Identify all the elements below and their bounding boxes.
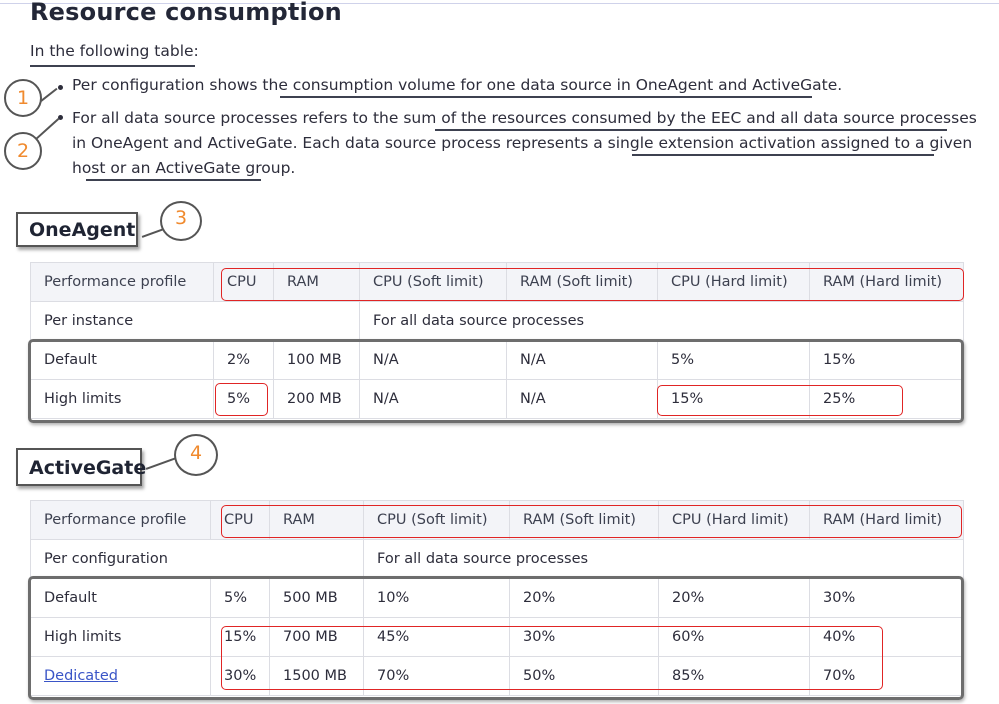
callout-4: 4: [174, 434, 218, 476]
table-cell: 30%: [211, 657, 270, 696]
table-cell: 100 MB: [274, 341, 360, 380]
table-cell: 500 MB: [270, 579, 364, 618]
table-cell: N/A: [507, 341, 658, 380]
table-cell: 5%: [658, 341, 810, 380]
column-header: CPU (Soft limit): [360, 263, 507, 302]
table-cell: 15%: [810, 341, 964, 380]
column-header: CPU: [214, 263, 274, 302]
subheader-cell: For all data source processes: [364, 540, 964, 579]
callout-connector: [41, 88, 58, 101]
column-header: RAM (Hard limit): [810, 263, 964, 302]
column-header: CPU (Hard limit): [658, 263, 810, 302]
table-cell: 45%: [364, 618, 510, 657]
annotation-red-box: [221, 505, 962, 538]
column-header: CPU (Soft limit): [364, 501, 510, 540]
callout-connector: [35, 118, 58, 139]
column-header: RAM: [274, 263, 360, 302]
table-cell: Default: [31, 579, 211, 618]
table-cell: N/A: [360, 380, 507, 419]
column-header: Performance profile: [31, 263, 214, 302]
annotation-underline: [435, 129, 947, 131]
table-subheader-row: [31, 302, 964, 341]
subheader-cell: Per configuration: [31, 540, 364, 579]
annotation-underline: [30, 65, 195, 67]
table-cell: 60%: [659, 618, 810, 657]
bullet-2-line-1: For all data source processes refers to the sum of the resources consumed by the EEC and all data source processes: [72, 109, 977, 127]
table-cell: 5%: [214, 380, 274, 419]
column-header: RAM: [270, 501, 364, 540]
table-cell: 85%: [659, 657, 810, 696]
oneagent-section-title: OneAgent: [16, 212, 138, 247]
intro-text: In the following table:: [30, 42, 199, 60]
annotation-underline: [632, 154, 934, 156]
table-cell: 15%: [211, 618, 270, 657]
column-header: Performance profile: [31, 501, 211, 540]
table-cell: 50%: [510, 657, 659, 696]
table-cell: 40%: [810, 618, 964, 657]
bullet-dot: [58, 85, 63, 90]
table-cell: 5%: [211, 579, 270, 618]
callout-connector: [142, 229, 163, 238]
activegate-section-title: ActiveGate: [16, 448, 142, 486]
annotation-underline: [86, 179, 261, 181]
table-cell: 15%: [658, 380, 810, 419]
table-cell: 70%: [810, 657, 964, 696]
table-cell: High limits: [31, 380, 214, 419]
column-header: RAM (Hard limit): [810, 501, 964, 540]
table-cell: 30%: [810, 579, 964, 618]
column-header: RAM (Soft limit): [510, 501, 659, 540]
table-cell: 30%: [510, 618, 659, 657]
table-cell: 700 MB: [270, 618, 364, 657]
table-cell: 20%: [659, 579, 810, 618]
dedicated-link[interactable]: Dedicated: [44, 668, 118, 684]
bullet-2-line-2: in OneAgent and ActiveGate. Each data source process represents a single extension activation assigned to a given: [72, 134, 973, 152]
subheader-cell: Per instance: [31, 302, 360, 341]
table-cell: Default: [31, 341, 214, 380]
annotation-red-box: [657, 385, 903, 416]
table-cell: N/A: [360, 341, 507, 380]
table-cell: 70%: [364, 657, 510, 696]
table-cell: N/A: [507, 380, 658, 419]
subheader-cell: For all data source processes: [360, 302, 964, 341]
callout-1: 1: [4, 79, 42, 117]
callout-2: 2: [4, 132, 42, 170]
callout-connector: [146, 457, 177, 469]
column-header: CPU (Hard limit): [659, 501, 810, 540]
table-cell: 25%: [810, 380, 964, 419]
bullet-2-line-3: host or an ActiveGate group.: [72, 159, 296, 177]
annotation-red-box: [221, 268, 964, 301]
annotation-red-box: [215, 383, 268, 416]
table-subheader-row: [31, 540, 964, 579]
column-header: RAM (Soft limit): [507, 263, 658, 302]
callout-3: 3: [160, 201, 202, 241]
bullet-1-text: Per configuration shows the consumption volume for one data source in OneAgent and ActiveGate.: [72, 76, 843, 94]
table-cell: 200 MB: [274, 380, 360, 419]
table-cell: 2%: [214, 341, 274, 380]
annotation-underline: [280, 96, 812, 98]
table-cell: 20%: [510, 579, 659, 618]
table-cell: 10%: [364, 579, 510, 618]
table-cell: High limits: [31, 618, 211, 657]
table-cell: 1500 MB: [270, 657, 364, 696]
column-header: CPU: [211, 501, 270, 540]
page-title: Resource consumption: [30, 0, 342, 26]
annotation-red-box: [221, 626, 883, 690]
